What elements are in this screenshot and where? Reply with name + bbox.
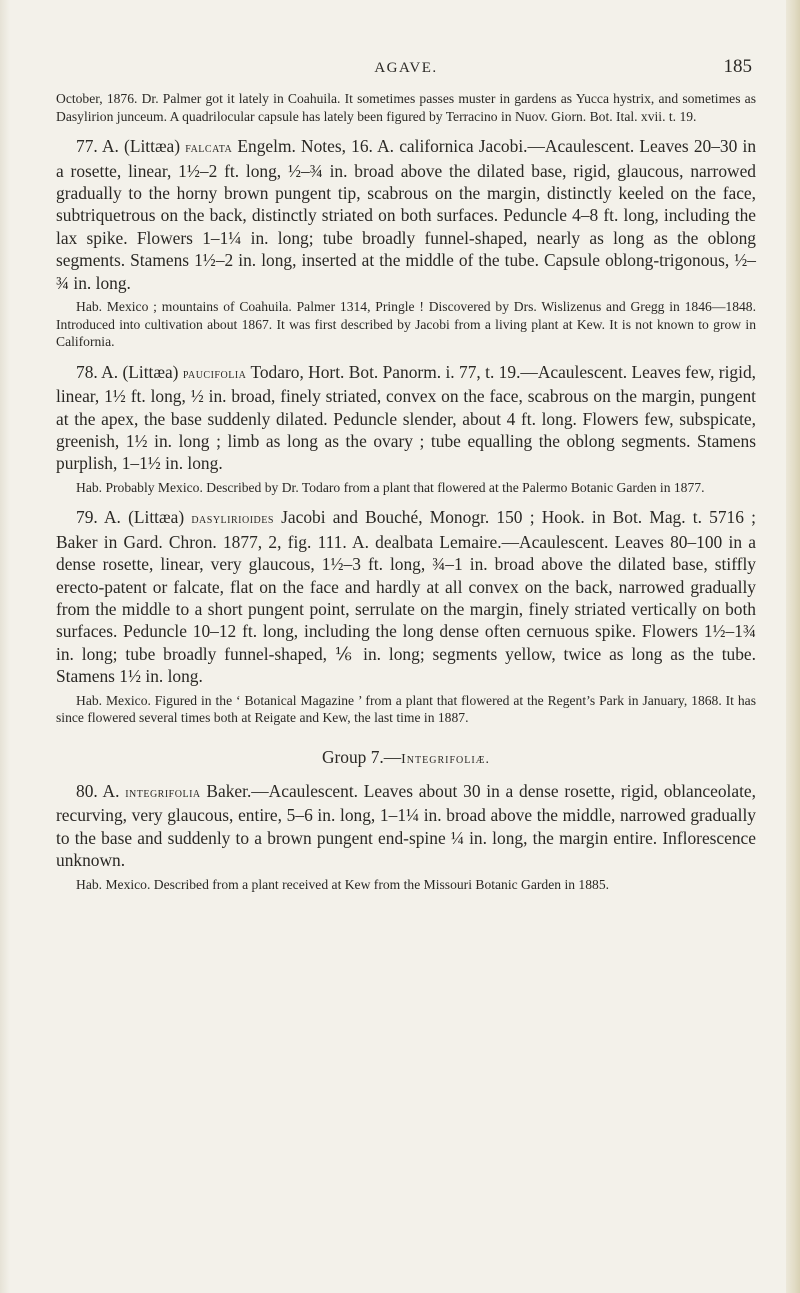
page-edge-right (786, 0, 800, 1293)
entry-description: Baker.—Acaulescent. Leaves about 30 in a dense rosette, rigid, oblanceolate, recurving, very glaucous, entire, 5–6 in. long, 1–1¼ in. broad above the middle, narrowed gradually to the base and suddenly to a brown pungent end-spine ¼ in. long, the margin entire. Inflorescence unknown. (56, 780, 756, 871)
entry-number: 79. A. (Littæa) (76, 507, 192, 528)
species-entry-77 (56, 135, 756, 294)
group-name: Integrifoliæ. (401, 751, 491, 767)
species-entry-80 (56, 780, 756, 872)
entry-description: Jacobi and Bouché, Monogr. 150 ; Hook. in Bot. Mag. t. 5716 ; Baker in Gard. Chron. 1877, 2, fig. 111. A. dealbata Lemaire.—Acaulescent. Leaves 80–100 in a dense rosette, linear, very glaucous, 1½–3 ft. long, ¾–1 in. broad above the dilated base, stiffly erecto-patent or falcate, flat on the face and hardly at all convex on the back, narrowed gradually from the middle to a short pungent point, serrulate on the margin, finely striated vertically on both surfaces. Peduncle 10–12 ft. long, including the long dense often cernuous spike. Flowers 1½–1¾ in. long; tube broadly funnel-shaped, ⅙ in. long; segments yellow, twice as long as the tube. Stamens 1½ in. long. (56, 507, 756, 687)
species-epithet: paucifolia (182, 365, 247, 382)
entry-number: 78. A. (Littæa) (76, 361, 183, 382)
species-entry-78 (56, 361, 756, 475)
species-epithet: dasylirioides (191, 511, 274, 528)
habitat-note-79: Hab. Mexico. Figured in the ‘ Botanical Magazine ’ from a plant that flowered at the Regent’s Park in January, 1868. It has since flowered several times both at Reigate and Kew, the last time in 1887. (56, 692, 756, 726)
species-epithet: falcata (185, 140, 233, 157)
book-page (56, 56, 756, 893)
habitat-note-80: Hab. Mexico. Described from a plant received at Kew from the Missouri Botanic Garden in 1885. (76, 876, 610, 892)
running-head-title: AGAVE. (374, 60, 438, 76)
group-heading (56, 747, 756, 768)
habitat-note-78: Hab. Probably Mexico. Described by Dr. Todaro from a plant that flowered at the Palermo Botanic Garden in 1877. (76, 479, 705, 495)
page-number: 185 (723, 56, 752, 77)
continuation-paragraph: October, 1876. Dr. Palmer got it lately in Coahuila. It sometimes passes muster in gardens as Yucca hystrix, and sometimes as Dasylirion junceum. A quadrilocular capsule has lately been figured by Terracino in Nuov. Giorn. Bot. Ital. xvii. t. 19. (56, 91, 756, 124)
habitat-note-77: Hab. Mexico ; mountains of Coahuila. Palmer 1314, Pringle ! Discovered by Drs. Wislizenus and Gregg in 1846—1848. Introduced into cultivation about 1867. It was first described by Jacobi from a living plant at Kew. It is not known to grow in California. (56, 299, 756, 350)
group-label: Group 7.— (321, 746, 402, 767)
running-head (56, 56, 756, 86)
species-entry-79 (56, 506, 756, 687)
entry-number: 77. A. (Littæa) (76, 136, 186, 157)
entry-description: Engelm. Notes, 16. A. californica Jacobi.—Acaulescent. Leaves 20–30 in a rosette, linear, 1½–2 ft. long, ½–¾ in. broad above the dilated base, rigid, glaucous, narrowed gradually to the horny brown pungent tip, scabrous on the margin, distinctly keeled on the face, subtriquetrous on the back, distinctly striated on both surfaces. Peduncle 4–8 ft. long, including the lax spike. Flowers 1–1¼ in. long; tube broadly funnel-shaped, nearly as long as the oblong segments. Stamens 1½–2 in. long, inserted at the middle of the tube. Capsule oblong-trigonous, ½–¾ in. long. (56, 136, 757, 293)
entry-description: Todaro, Hort. Bot. Panorm. i. 77, t. 19.—Acaulescent. Leaves few, rigid, linear, 1½ ft. long, ½ in. broad, finely striated, convex on the face, scabrous on the margin, pungent at the apex, the base suddenly dilated. Peduncle slender, about 4 ft. long. Flowers few, subspicate, greenish, 1½ in. long ; limb as long as the ovary ; tube equalling the oblong segments. Stamens purplish, 1–1½ in. long. (56, 361, 756, 474)
entry-number: 80. A. (76, 780, 126, 801)
page-edge-left (0, 0, 10, 1293)
species-epithet: integrifolia (125, 784, 201, 801)
